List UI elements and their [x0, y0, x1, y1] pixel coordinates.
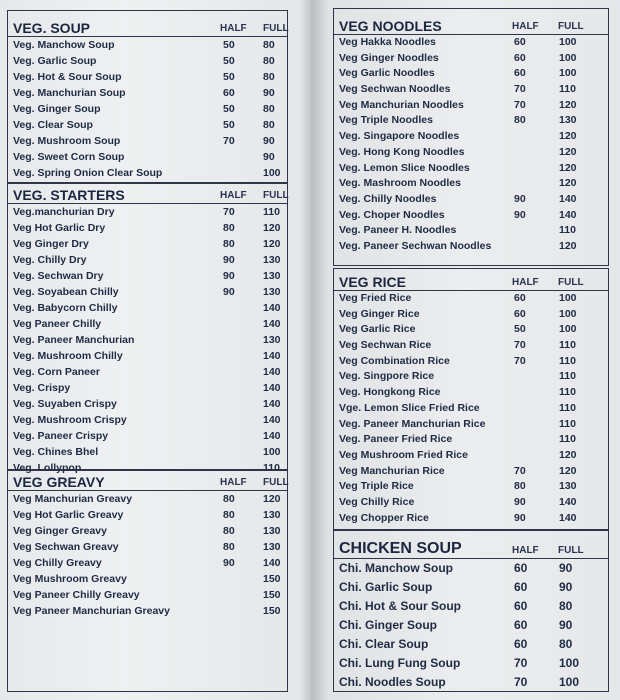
item-full-price: 140	[263, 382, 281, 394]
item-half-price: 70	[514, 464, 526, 477]
item-full-price: 130	[559, 480, 577, 493]
item-full-price: 120	[559, 161, 577, 174]
item-half-price: 70	[514, 98, 526, 111]
item-name: Veg Chilly Greavy	[13, 557, 102, 569]
menu-item-row	[8, 316, 287, 332]
half-column-header: HALF	[512, 277, 539, 288]
menu-item-row	[334, 291, 608, 307]
menu-item-row	[334, 223, 608, 239]
item-full-price: 110	[559, 354, 576, 367]
menu-item-row	[8, 491, 287, 507]
item-name: Chi. Ginger Soup	[339, 618, 437, 632]
item-full-price: 90	[559, 618, 573, 632]
menu-item-row	[8, 332, 287, 348]
menu-item-row	[334, 239, 608, 255]
menu-item-row	[8, 236, 287, 252]
menu-item-row	[8, 69, 287, 85]
menu-item-row	[8, 396, 287, 412]
full-column-header: FULL	[263, 190, 289, 201]
menu-item-row	[334, 495, 608, 511]
menu-item-row	[334, 354, 608, 370]
item-full-price: 150	[263, 605, 281, 617]
item-name: Veg. Crispy	[13, 382, 71, 394]
item-full-price: 140	[263, 366, 281, 378]
item-name: Veg Hakka Noodles	[339, 36, 436, 48]
item-full-price: 90	[559, 580, 573, 594]
item-full-price: 80	[263, 39, 275, 51]
section-title: VEG GREAVY	[13, 474, 105, 490]
section-title: CHICKEN SOUP	[339, 540, 462, 557]
item-full-price: 110	[559, 401, 576, 414]
item-name: Veg. Chilly Noodles	[339, 192, 437, 205]
item-half-price: 50	[223, 103, 235, 115]
item-full-price: 130	[263, 254, 281, 266]
menu-item-row	[334, 385, 608, 401]
half-column-header: HALF	[512, 21, 539, 32]
section-title: VEG. SOUP	[13, 20, 91, 36]
item-name: Veg. Lemon Slice Noodles	[339, 161, 470, 174]
item-full-price: 100	[263, 167, 281, 179]
full-column-header: FULL	[263, 477, 289, 488]
item-name: Veg. Mashroom Noodles	[339, 177, 461, 190]
item-name: Veg. Sechwan Dry	[13, 270, 104, 282]
item-name: Veg Hot Garlic Dry	[13, 222, 106, 234]
item-name: Veg. Mushroom Crispy	[13, 414, 127, 426]
item-half-price: 60	[514, 599, 528, 613]
item-list	[8, 491, 287, 619]
menu-item-row	[334, 161, 608, 177]
item-full-price: 100	[263, 446, 281, 458]
item-half-price: 80	[223, 493, 235, 505]
item-full-price: 130	[263, 541, 281, 553]
item-half-price: 90	[514, 192, 526, 205]
item-full-price: 150	[263, 573, 281, 585]
item-name: Chi. Garlic Soup	[339, 580, 433, 594]
menu-item-row	[8, 523, 287, 539]
item-half-price: 60	[514, 637, 528, 651]
item-full-price: 100	[559, 67, 577, 80]
menu-item-row	[8, 380, 287, 396]
item-name: Vge. Lemon Slice Fried Rice	[339, 401, 480, 414]
item-name: Veg Fried Rice	[339, 292, 412, 304]
half-column-header: HALF	[220, 23, 247, 34]
item-half-price: 90	[223, 270, 235, 282]
item-name: Veg Ginger Rice	[339, 307, 420, 320]
item-half-price: 60	[514, 292, 526, 304]
item-name: Veg. Mushroom Soup	[13, 135, 121, 147]
menu-item-row	[334, 113, 608, 129]
item-name: Veg Mushroom Greavy	[13, 573, 127, 585]
menu-item-row	[8, 284, 287, 300]
item-name: Veg Paneer Manchurian Greavy	[13, 605, 170, 617]
item-name: Veg. Manchurian Soup	[13, 87, 126, 99]
item-full-price: 80	[559, 637, 573, 651]
item-half-price: 90	[223, 557, 235, 569]
item-name: Veg Ginger Greavy	[13, 525, 107, 537]
item-full-price: 140	[263, 430, 281, 442]
item-full-price: 140	[263, 350, 281, 362]
menu-item-row	[334, 464, 608, 480]
item-half-price: 70	[514, 354, 526, 367]
menu-item-row	[334, 307, 608, 323]
item-full-price: 140	[263, 414, 281, 426]
menu-item-row	[334, 176, 608, 192]
item-full-price: 130	[263, 334, 281, 346]
item-name: Veg. Manchow Soup	[13, 39, 115, 51]
half-column-header: HALF	[220, 190, 247, 201]
menu-item-row	[8, 555, 287, 571]
menu-item-row	[8, 300, 287, 316]
item-name: Veg Ginger Dry	[13, 238, 89, 250]
item-name: Veg. Clear Soup	[13, 119, 93, 131]
item-full-price: 100	[559, 675, 580, 689]
item-full-price: 120	[559, 448, 577, 461]
menu-item-row	[8, 117, 287, 133]
item-name: Chi. Hot & Sour Soup	[339, 599, 461, 613]
item-name: Chi. Clear Soup	[339, 637, 429, 651]
menu-item-row	[8, 220, 287, 236]
item-full-price: 90	[263, 135, 275, 147]
menu-item-row	[334, 479, 608, 495]
item-name: Veg Hot Garlic Greavy	[13, 509, 124, 521]
menu-item-row	[8, 133, 287, 149]
menu-item-row	[334, 417, 608, 433]
item-full-price: 140	[559, 511, 577, 524]
menu-item-row	[334, 98, 608, 114]
item-name: Veg. Paneer Crispy	[13, 430, 109, 442]
item-half-price: 90	[514, 511, 526, 524]
menu-item-row	[8, 348, 287, 364]
menu-item-row	[334, 322, 608, 338]
item-half-price: 60	[514, 307, 526, 320]
item-full-price: 120	[559, 130, 577, 143]
menu-item-row	[8, 587, 287, 603]
item-name: Veg Chilly Rice	[339, 495, 415, 508]
item-full-price: 120	[263, 222, 281, 234]
item-name: Veg. Hongkong Rice	[339, 386, 441, 399]
item-half-price: 70	[223, 206, 235, 218]
section-veg-rice	[333, 268, 609, 530]
item-name: Veg Manchurian Greavy	[13, 493, 133, 505]
section-veg-noodles	[333, 8, 609, 266]
item-name: Veg.manchurian Dry	[13, 206, 115, 218]
menu-item-row	[8, 101, 287, 117]
item-full-price: 130	[263, 286, 281, 298]
item-name: Chi. Noodles Soup	[339, 675, 446, 689]
item-name: Veg. Chines Bhel	[13, 446, 99, 458]
menu-item-row	[8, 571, 287, 587]
item-name: Veg. Babycorn Chilly	[13, 302, 118, 314]
menu-item-row	[334, 82, 608, 98]
item-full-price: 120	[559, 145, 577, 158]
item-full-price: 80	[263, 55, 275, 67]
section-header	[8, 184, 287, 204]
item-full-price: 100	[559, 307, 577, 320]
menu-item-row	[8, 364, 287, 380]
full-column-header: FULL	[263, 23, 289, 34]
half-column-header: HALF	[512, 545, 539, 556]
item-name: Veg. Sweet Corn Soup	[13, 151, 125, 163]
item-full-price: 140	[263, 302, 281, 314]
menu-item-row	[334, 51, 608, 67]
item-list	[8, 204, 287, 476]
item-list	[334, 291, 608, 526]
item-name: Veg. Soyabean Chilly	[13, 286, 119, 298]
item-name: Veg Garlic Noodles	[339, 67, 435, 80]
item-name: Veg. Lollypop	[13, 462, 82, 474]
item-half-price: 90	[514, 495, 526, 508]
menu-item-row	[334, 208, 608, 224]
item-full-price: 100	[559, 656, 580, 670]
item-half-price: 60	[514, 51, 526, 64]
item-name: Veg Chopper Rice	[339, 511, 429, 524]
menu-item-row	[334, 654, 608, 673]
item-full-price: 150	[263, 589, 281, 601]
item-half-price: 60	[514, 67, 526, 80]
section-header	[8, 11, 287, 37]
item-name: Veg. Singpore Rice	[339, 370, 435, 383]
section-header	[8, 471, 287, 491]
menu-item-row	[334, 559, 608, 578]
item-name: Veg Ginger Noodles	[339, 51, 439, 64]
menu-item-row	[8, 444, 287, 460]
item-half-price: 80	[223, 525, 235, 537]
item-list	[334, 35, 608, 255]
menu-item-row	[334, 35, 608, 51]
item-half-price: 60	[223, 87, 235, 99]
item-name: Veg. Ginger Soup	[13, 103, 101, 115]
item-half-price: 50	[223, 55, 235, 67]
menu-item-row	[8, 204, 287, 220]
item-full-price: 100	[559, 51, 577, 64]
item-full-price: 120	[559, 177, 577, 190]
menu-item-row	[8, 149, 287, 165]
section-chicken-soup	[333, 530, 609, 692]
section-title: VEG RICE	[339, 274, 406, 290]
menu-item-row	[334, 511, 608, 527]
item-half-price: 50	[223, 71, 235, 83]
item-half-price: 80	[223, 222, 235, 234]
menu-item-row	[334, 597, 608, 616]
half-column-header: HALF	[220, 477, 247, 488]
item-half-price: 70	[223, 135, 235, 147]
item-full-price: 120	[263, 238, 281, 250]
menu-item-row	[334, 448, 608, 464]
menu-item-row	[334, 635, 608, 654]
section-header	[334, 9, 608, 35]
item-half-price: 60	[514, 561, 528, 575]
item-full-price: 130	[559, 114, 577, 127]
menu-item-row	[8, 428, 287, 444]
item-full-price: 100	[559, 292, 577, 304]
item-half-price: 80	[514, 480, 526, 493]
menu-item-row	[8, 412, 287, 428]
item-name: Chi. Lung Fung Soup	[339, 656, 461, 670]
item-full-price: 110	[559, 386, 576, 399]
item-name: Veg Triple Noodles	[339, 114, 433, 127]
item-half-price: 90	[223, 254, 235, 266]
item-full-price: 110	[559, 417, 576, 430]
menu-item-row	[334, 401, 608, 417]
item-name: Veg. Suyaben Crispy	[13, 398, 117, 410]
item-half-price: 80	[223, 238, 235, 250]
section-veg-greavy	[7, 470, 288, 692]
item-name: Veg. Corn Paneer	[13, 366, 100, 378]
menu-item-row	[8, 268, 287, 284]
item-name: Veg. Paneer Manchurian	[13, 334, 135, 346]
menu-item-row	[8, 539, 287, 555]
item-name: Veg. Mushroom Chilly	[13, 350, 123, 362]
item-full-price: 80	[263, 119, 275, 131]
item-half-price: 90	[223, 286, 235, 298]
item-full-price: 130	[263, 509, 281, 521]
item-name: Veg. Paneer Manchurian Rice	[339, 417, 486, 430]
item-full-price: 120	[263, 493, 281, 505]
item-name: Veg Mushroom Fried Rice	[339, 448, 468, 461]
menu-item-row	[334, 369, 608, 385]
item-full-price: 80	[559, 599, 573, 613]
menu-item-row	[334, 145, 608, 161]
item-name: Veg Triple Rice	[339, 480, 414, 493]
menu-item-row	[8, 507, 287, 523]
item-name: Veg Manchurian Noodles	[339, 98, 464, 111]
item-half-price: 70	[514, 675, 528, 689]
item-name: Veg Sechwan Greavy	[13, 541, 119, 553]
menu-item-row	[334, 129, 608, 145]
page-fold	[300, 0, 328, 700]
full-column-header: FULL	[558, 545, 584, 556]
item-name: Veg. Paneer Fried Rice	[339, 433, 453, 446]
item-name: Chi. Manchow Soup	[339, 561, 453, 575]
item-full-price: 90	[263, 151, 275, 163]
item-name: Veg. Chilly Dry	[13, 254, 87, 266]
item-full-price: 140	[263, 398, 281, 410]
item-half-price: 70	[514, 83, 526, 96]
item-full-price: 140	[559, 192, 577, 205]
menu-item-row	[334, 192, 608, 208]
section-veg-starters	[7, 183, 289, 474]
item-name: Veg Sechwan Noodles	[339, 83, 451, 96]
full-column-header: FULL	[558, 21, 584, 32]
item-name: Veg. Paneer Sechwan Noodles	[339, 239, 492, 252]
item-full-price: 80	[263, 103, 275, 115]
menu-item-row	[8, 252, 287, 268]
item-half-price: 60	[514, 618, 528, 632]
menu-item-row	[334, 673, 608, 692]
section-header	[334, 531, 608, 559]
item-half-price: 60	[514, 36, 526, 48]
item-half-price: 80	[223, 509, 235, 521]
item-full-price: 120	[559, 98, 577, 111]
item-name: Veg. Paneer H. Noodles	[339, 224, 457, 237]
item-full-price: 120	[559, 464, 577, 477]
item-half-price: 50	[514, 323, 526, 336]
item-full-price: 110	[263, 206, 280, 218]
item-list	[8, 37, 287, 181]
section-title: VEG. STARTERS	[13, 187, 125, 203]
item-name: Veg Sechwan Rice	[339, 339, 432, 352]
item-name: Veg Manchurian Rice	[339, 464, 445, 477]
item-name: Veg. Hong Kong Noodles	[339, 145, 465, 158]
item-half-price: 50	[223, 119, 235, 131]
item-full-price: 90	[263, 87, 275, 99]
item-full-price: 100	[559, 323, 577, 336]
item-full-price: 130	[263, 525, 281, 537]
menu-item-row	[334, 432, 608, 448]
item-full-price: 120	[559, 239, 577, 252]
item-full-price: 90	[559, 561, 573, 575]
item-full-price: 140	[559, 495, 577, 508]
item-full-price: 130	[263, 270, 281, 282]
item-full-price: 110	[559, 224, 576, 237]
section-header	[334, 269, 608, 291]
menu-item-row	[334, 578, 608, 597]
item-full-price: 100	[559, 36, 577, 48]
section-title: VEG NOODLES	[339, 18, 442, 34]
item-half-price: 50	[223, 39, 235, 51]
item-name: Veg. Choper Noodles	[339, 208, 445, 221]
menu-item-row	[8, 603, 287, 619]
menu-item-row	[334, 66, 608, 82]
menu-item-row	[334, 338, 608, 354]
full-column-header: FULL	[558, 277, 584, 288]
item-half-price: 70	[514, 339, 526, 352]
menu-item-row	[334, 616, 608, 635]
item-half-price: 80	[223, 541, 235, 553]
item-name: Veg. Spring Onion Clear Soup	[13, 167, 163, 179]
item-full-price: 80	[263, 71, 275, 83]
section-veg-soup	[7, 10, 288, 183]
item-half-price: 80	[514, 114, 526, 127]
item-full-price: 140	[263, 557, 281, 569]
item-name: Veg Garlic Rice	[339, 323, 416, 336]
menu-item-row	[8, 85, 287, 101]
item-list	[334, 559, 608, 692]
item-full-price: 140	[559, 208, 577, 221]
item-half-price: 60	[514, 580, 528, 594]
item-name: Veg Paneer Chilly Greavy	[13, 589, 140, 601]
item-name: Veg. Garlic Soup	[13, 55, 97, 67]
item-full-price: 110	[263, 462, 280, 474]
item-name: Veg. Hot & Sour Soup	[13, 71, 122, 83]
item-name: Veg. Singapore Noodles	[339, 130, 460, 143]
menu-item-row	[8, 53, 287, 69]
item-name: Veg Paneer Chilly	[13, 318, 102, 330]
item-half-price: 90	[514, 208, 526, 221]
item-full-price: 110	[559, 370, 576, 383]
item-full-price: 110	[559, 83, 576, 96]
item-half-price: 70	[514, 656, 528, 670]
item-full-price: 110	[559, 339, 576, 352]
item-full-price: 140	[263, 318, 281, 330]
menu-item-row	[8, 37, 287, 53]
item-full-price: 110	[559, 433, 576, 446]
item-name: Veg Combination Rice	[339, 354, 450, 367]
menu-item-row	[8, 165, 287, 181]
